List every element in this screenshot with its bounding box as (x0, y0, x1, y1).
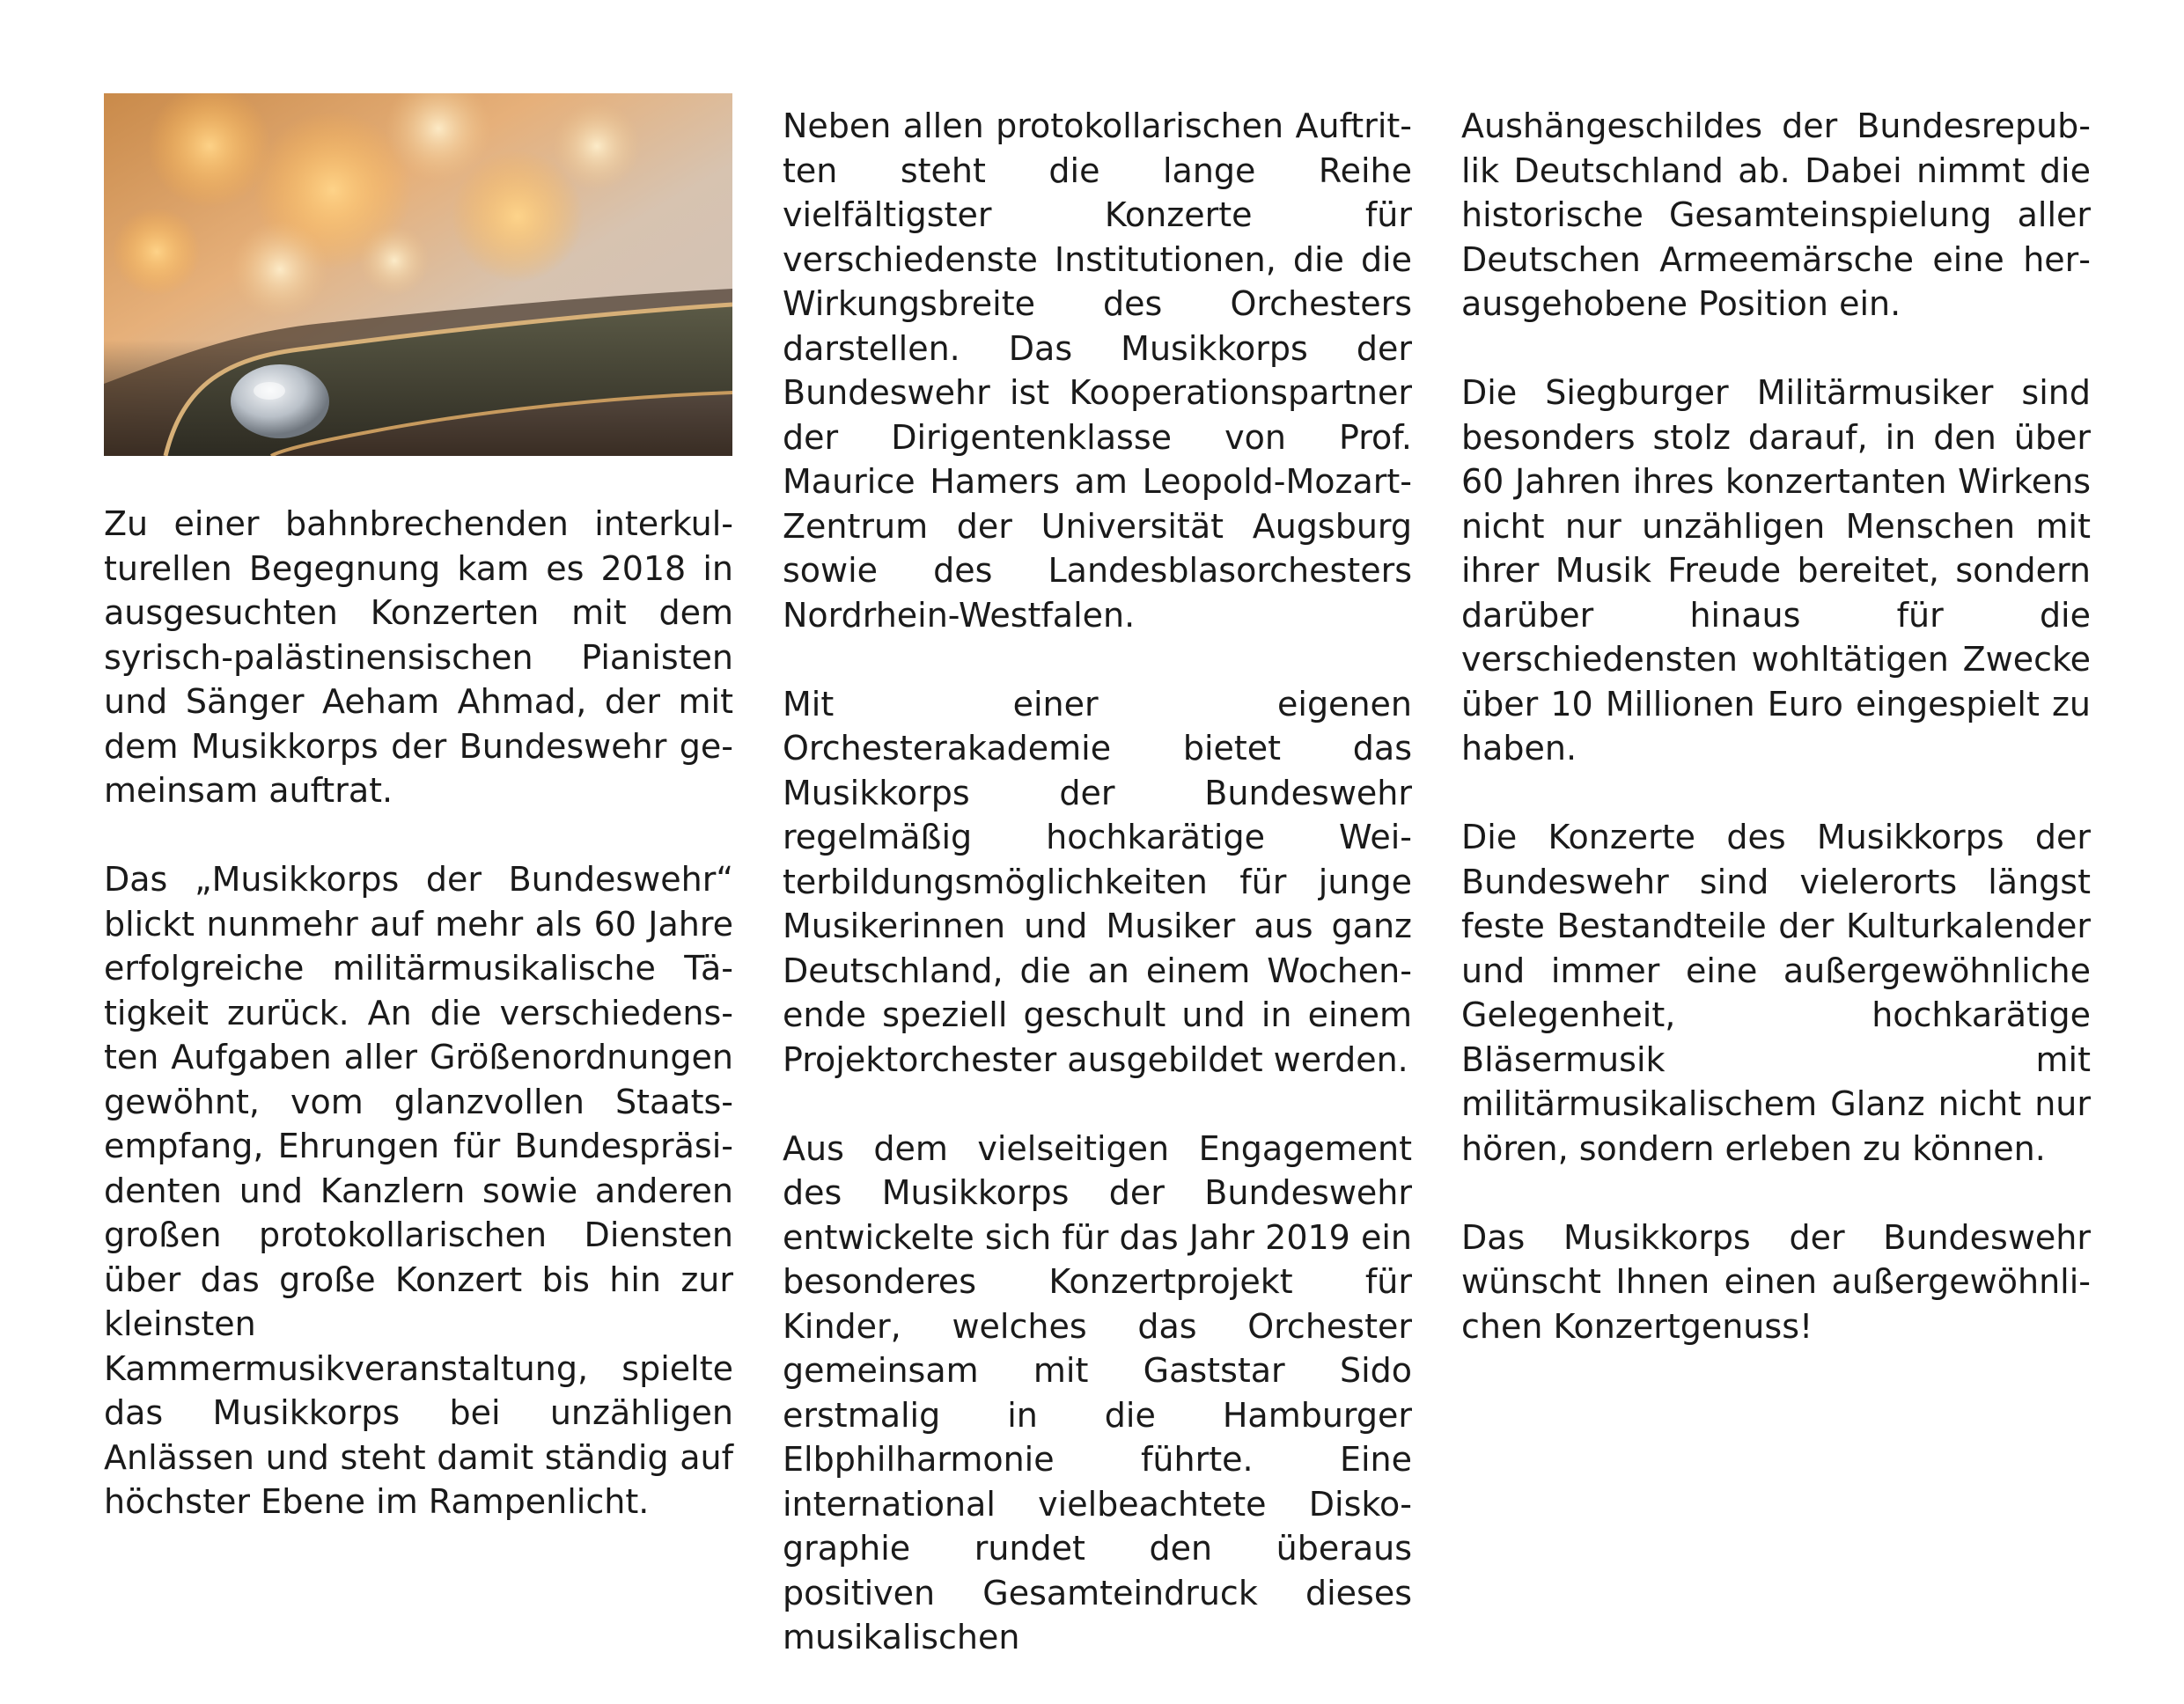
col3-paragraph-2: Die Siegburger Militärmusiker sind besonders stolz darauf, in den über 60 Jahren ihres konzertanten Wirkens nicht nur unzähligen Menschen mit ihrer Musik Freude bereitet, sondern darüber hinaus für die verschiedensten wohltätigen Zwecke über 10 Millionen Euro eingespielt zu haben. (1461, 373, 2091, 768)
col3-paragraph-3: Die Konzerte des Musikkorps der Bundeswehr sind vielerorts längst feste Bestandteile der Kulturkalender und immer eine außergewöhnliche Gelegenheit, hochkarätige Bläsermusik mit militärmusikalischem Glanz nicht nur hören, sondern erleben zu können. (1461, 818, 2091, 1168)
col2-paragraph-3: Aus dem vielseitigen Engagement des Musikkorps der Bundeswehr entwickelte sich für das Jahr 2019 ein besonderes Konzertprojekt für Kinder, welches das Orchester gemeinsam mit Gaststar Sido erstmalig in die Hamburger Elbphilharmonie führte. Eine international vielbeachtete Diskographie rundet den überaus positiven Gesamteindruck dieses musikalischen (783, 1128, 1412, 1656)
col1-paragraph-2: Das „Musikkorps der Bundeswehr“ blickt nunmehr auf mehr als 60 Jahre erfolgreiche militärmusikalische Tätigkeit zurück. An die verschiedensten Aufgaben aller Größenordnungen gewöhnt, vom glanzvollen Staatsempfang, Ehrungen für Bundespräsidenten und Kanzlern sowie anderen großen protokollarischen Diensten über das große Konzert bis hin zur kleinsten Kammermusikveranstaltung, spielte das Musikkorps bei unzähligen Anlässen und steht damit ständig auf höchster Ebene im Rampenlicht. (104, 860, 733, 1521)
col3-paragraph-4: Das Musikkorps der Bundeswehr wünscht Ihnen einen außergewöhnlichen Konzertgenuss! (1461, 1217, 2091, 1346)
col2-paragraph-1: Neben allen protokollarischen Auftritten steht die lange Reihe vielfältigster Konzerte für verschiedenste Institutionen, die die Wirkungsbreite des Orchesters darstellen. Das Musikkorps der Bundeswehr ist Kooperationspartner der Dirigentenklasse von Prof. Maurice Hamers am Leopold-Mozart-Zentrum der Universität Augsburg sowie des Landesblasorchesters Nordrhein-Westfalen. (783, 106, 1412, 635)
uniform-epaulette-photo (104, 93, 732, 456)
col1-paragraph-1: Zu einer bahnbrechenden interkulturellen Begegnung kam es 2018 in ausgesuchten Konzerten mit dem syrisch-palästinensischen Pianisten und Sänger Aeham Ahmad, der mit dem Musikkorps der Bundeswehr gemeinsam auftrat. (104, 504, 733, 810)
col2-paragraph-2: Mit einer eigenen Orchesterakademie bietet das Musikkorps der Bundeswehr regelmäßig hochkarätige Weiterbildungsmöglichkeiten für junge Musikerinnen und Musiker aus ganz Deutschland, die an einem Wochenende speziell geschult und in einem Projektorchester ausgebildet werden. (783, 684, 1412, 1079)
col3-paragraph-1: Aushängeschildes der Bundesrepublik Deutschland ab. Dabei nimmt die historische Gesamteinspielung aller Deutschen Armeemärsche eine herausgehobene Position ein. (1461, 106, 2091, 323)
